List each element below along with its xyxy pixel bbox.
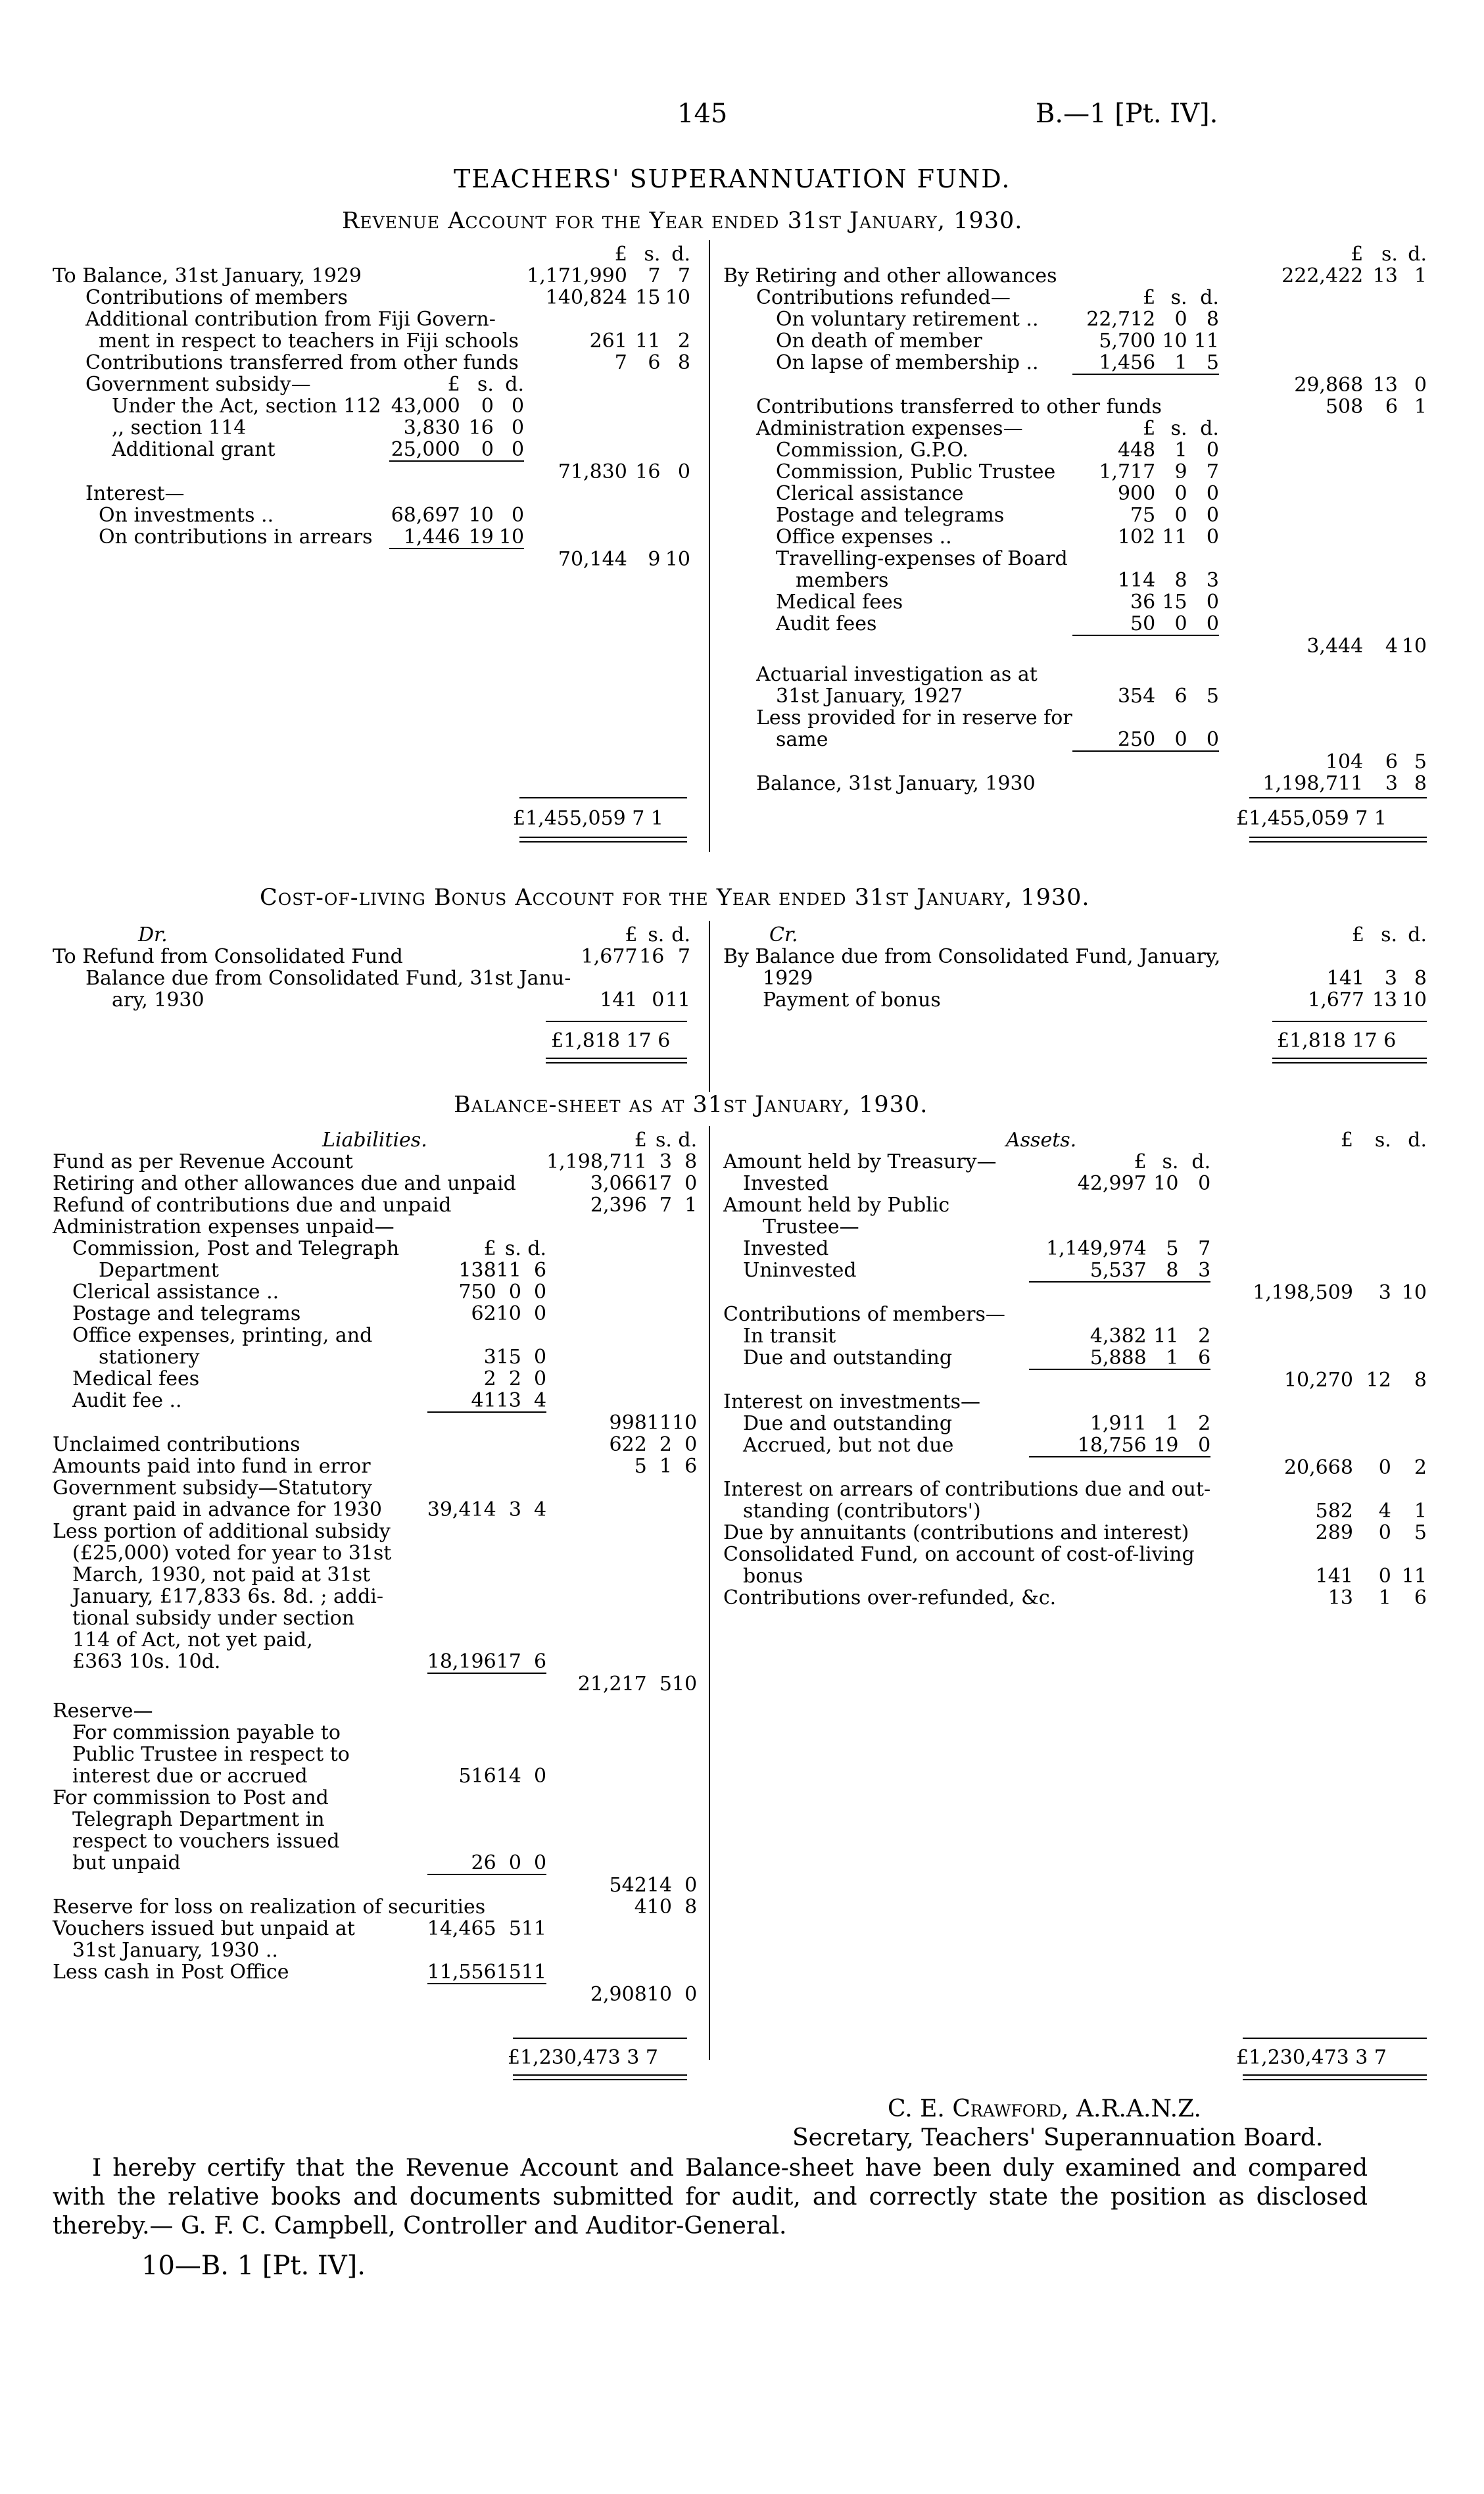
bonus-left-table: Dr. £ s. d. To Refund from Consolidated Fund 1,677 16 7 Balance due from Consolidated Fund, 31st Janu- ary, 1930 141 0 11 (53, 923, 690, 1012)
signature-name: C. E. Crawford, A.R.A.N.Z. (888, 2095, 1201, 2122)
bonus-right-total: £1,818 17 6 (1277, 1029, 1397, 1052)
revenue-divider (709, 240, 710, 852)
revenue-balance-row: To Balance, 31st January, 1929 1,171,990 7 7 (53, 264, 690, 287)
document-title: TEACHERS' SUPERANNUATION FUND. (454, 164, 1011, 193)
revenue-heading: Revenue Account for the Year ended 31st January, 1930. (342, 208, 1023, 234)
page-number: 145 (677, 99, 728, 129)
revenue-left-total: £1,455,059 7 1 (513, 807, 664, 830)
assets-total: £1,230,473 3 7 (1236, 2046, 1387, 2069)
bonus-left-total: £1,818 17 6 (551, 1029, 671, 1052)
liabilities-total: £1,230,473 3 7 (508, 2046, 659, 2069)
document-reference: B.—1 [Pt. IV]. (1036, 99, 1218, 129)
assets-table: Assets. £ s. d. Amount held by Treasury— £ s. d. Invested 42,997 10 0 Amount held by Public Trustee— Invested 1,149,974 5 7 Uninvested 5,537 8 3 1,198,509 3 10 Contributions of members— In transit 4,382 11 2 Due and outstanding 5,888 1 6 10,270 12 8 Interest on investments— Due and outstanding 1,911 1 2 Accrued, but not due 18,756 19 0 20,668 0 2 Interest on arrears of contributions due and out- standing (contributors') 582 4 1 Due by annuitants (contributions and interest) 289 0 5 Consolidated Fund, on account of cost-of-living bonus 141 0 11 Contributions over-refunded, &c. 13 1 6 (723, 1129, 1427, 1609)
audit-certificate: I hereby certify that the Revenue Account and Balance-sheet have been duly examined and compared with the relative books and documents submitted for audit, and correctly state the position as disclosed thereby.— G. F. C. Campbell, Controller and Auditor-General. (53, 2155, 1368, 2239)
revenue-right-table: £ s. d. By Retiring and other allowances 222,422 13 1 Contributions refunded— £ s. d. On voluntary retirement .. 22,712 0 8 On death of member 5,700 10 11 On lapse of membership .. 1,456 1 5 29,868 13 0 Contributions transferred to other funds 508 6 1 Administration expenses— £ s. d. Commission, G.P.O. 448 1 0 Commission, Public Trustee 1,717 9 7 Clerical assistance 900 0 0 Postage and telegrams 75 0 0 Office expenses .. 102 11 0 Travelling-expenses of Board members 114 8 3 Medical fees 36 15 0 Audit fees 50 0 0 3,444 4 10 Actuarial investigation as at 31st January, 1927 354 6 5 Less provided for in reserve for same 250 0 0 104 6 5 Balance, 31st January, 1930 1,198,711 3 8 (723, 243, 1427, 795)
liabilities-table: Liabilities. £ s. d. Fund as per Revenue Account 1,198,711 3 8 Retiring and other allowances due and unpaid 3,066 17 0 Refund of contributions due and unpaid 2,396 7 1 Administration expenses unpaid— Commission, Post and Telegraph £ s. d. Department 138 11 6 Clerical assistance .. 750 0 0 Postage and telegrams 62 10 0 Office expenses, printing, and stationery 3 15 0 Medical fees 2 2 0 Audit fee .. 41 13 4 998 11 10 Unclaimed contributions 622 2 0 Amounts paid into fund in error 5 1 6 Government subsidy—Statutory grant paid in advance for 1930 39,414 3 4 Less portion of additional subsidy (£25,000) voted for year to 31st March, 1930, not paid at 31st January, £17,833 6s. 8d. ; addi- tional subsidy under section 114 of Act, not yet paid, £363 10s. 10d. 18,196 17 6 21,217 5 10 Reserve— For commission payable to Public Trustee in respect to interest due or accrued 516 14 0 For commission to Post and Telegraph Department in respect to vouchers issued but unpaid 26 0 0 542 14 0 Reserve for loss on realization of securities 4 10 8 Vouchers issued but unpaid at 14,465 5 11 31st January, 1930 .. Less cash in Post Office 11,556 15 11 2,908 10 0 (53, 1129, 698, 2006)
footer-reference: 10—B. 1 [Pt. IV]. (141, 2251, 366, 2281)
signature-title: Secretary, Teachers' Superannuation Board. (792, 2124, 1324, 2151)
revenue-left-table: £ s. d. To Balance, 31st January, 1929 1,171,990 7 7 Contributions of members 140,824 15 10 Additional contribution from Fiji Govern- ment in respect to teachers in Fiji schools 261 11 2 Contributions transferred from other funds 7 6 8 Government subsidy— £ s. d. Under the Act, section 112 43,000 0 0 ,, section 114 3,830 16 0 Additional grant 25,000 0 0 71,830 16 0 Interest— On investments .. 68,697 10 0 On contributions in arrears 1,446 19 10 70,144 9 10 (53, 243, 690, 571)
revenue-right-total: £1,455,059 7 1 (1236, 807, 1387, 830)
bonus-heading: Cost-of-living Bonus Account for the Year ended 31st January, 1930. (260, 885, 1090, 911)
bonus-right-table: Cr. £ s. d. By Balance due from Consolidated Fund, January, 1929 141 3 8 Payment of bonus 1,677 13 10 (723, 923, 1427, 1012)
balance-sheet-heading: Balance-sheet as at 31st January, 1930. (454, 1092, 928, 1118)
